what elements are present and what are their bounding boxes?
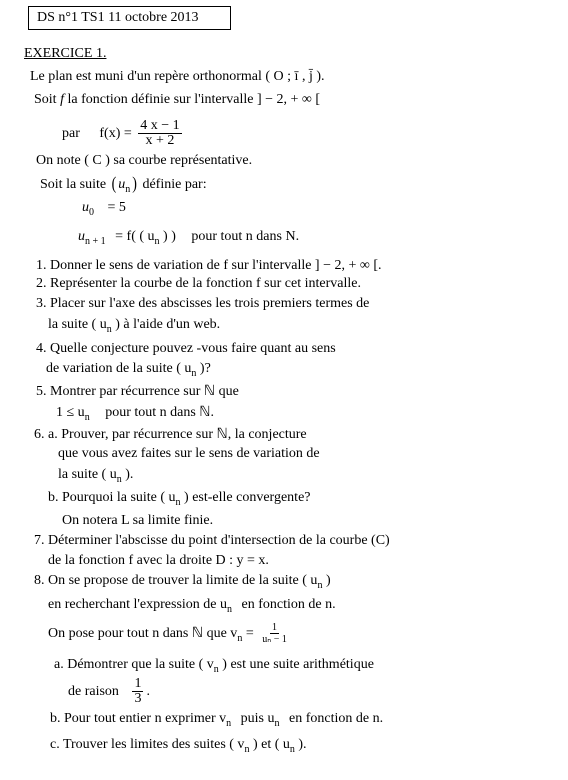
text: n	[116, 474, 122, 485]
text: ).	[125, 467, 134, 482]
raison-fraction	[132, 677, 143, 706]
question-8a-cont	[68, 677, 150, 707]
text: en recherchant l'expression de u	[48, 597, 227, 612]
text: 8. On se propose de trouver la limite de la suite ( u	[34, 573, 318, 588]
text: ) )	[163, 229, 176, 244]
curve-note: On note ( C ) sa courbe représentative.	[36, 153, 253, 168]
text: n	[154, 236, 160, 247]
text: définie par:	[142, 177, 207, 192]
text: n	[106, 324, 112, 335]
text: .	[146, 684, 150, 699]
recurrence-definition	[78, 229, 299, 245]
text: b. Pourquoi la suite ( u	[48, 490, 176, 505]
text: ) à l'aide d'un web.	[115, 317, 221, 332]
text: pour tout n dans ℕ.	[105, 405, 215, 420]
text: a. Démontrer que la suite ( v	[54, 657, 214, 672]
question-8	[34, 573, 331, 589]
text: u	[78, 229, 85, 244]
question-4-cont	[46, 361, 211, 377]
sequence-intro: Soit la suite ( $u_n$ ) définie par:	[40, 175, 207, 195]
question-6a-cont-1: que vous avez faites sur le sens de variation de	[58, 446, 320, 461]
question-8b	[50, 711, 383, 727]
exercise-title: EXERCICE 1.	[24, 46, 107, 61]
fraction-numerator: 1	[272, 622, 278, 634]
vn-fraction	[260, 622, 289, 645]
text: en fonction de n.	[241, 597, 336, 612]
par-label: par	[62, 126, 80, 141]
question-3-cont	[48, 317, 220, 333]
text: b. Pour tout entier n exprimer v	[50, 711, 227, 726]
text: de variation de la suite ( u	[46, 361, 192, 376]
text: n	[237, 633, 243, 644]
text: n	[317, 580, 323, 591]
fraction-denominator: uₙ − 1	[262, 634, 287, 646]
question-1: 1. Donner le sens de variation de f sur l'intervalle ] − 2, + ∞ [.	[36, 258, 382, 273]
function-fraction	[138, 119, 181, 148]
text: Soit la suite	[40, 177, 107, 192]
question-6a: 6. a. Prouver, par récurrence sur ℕ, la conjecture	[34, 427, 307, 442]
text: )	[325, 573, 331, 588]
text: n	[84, 412, 90, 423]
text: ).	[298, 737, 307, 752]
u0-definition	[82, 200, 126, 216]
text: n	[226, 718, 232, 729]
text: )?	[199, 361, 211, 376]
intro-text: la fonction définie sur l'intervalle ] − 2, + ∞ [	[67, 92, 321, 107]
question-7: 7. Déterminer l'abscisse du point d'intersection de la courbe (C)	[34, 533, 390, 548]
text: en fonction de n.	[288, 711, 384, 726]
text: 0	[89, 207, 94, 218]
fx-label: f(x) =	[99, 126, 132, 141]
text: n	[289, 744, 295, 755]
text: pour tout n dans N.	[191, 229, 300, 244]
question-3: 3. Placer sur l'axe des abscisses les trois premiers termes de	[36, 296, 370, 311]
text: ) est une suite arithmétique	[222, 657, 374, 672]
intro-text: Soit	[34, 92, 57, 107]
header-box: DS n°1 TS1 11 octobre 2013	[28, 6, 231, 30]
intro-line-1: Le plan est muni d'un repère orthonormal ( O ; ī , j̄ ).	[30, 69, 325, 84]
text: n	[244, 744, 250, 755]
text: la suite ( u	[58, 467, 117, 482]
function-symbol: f	[60, 92, 64, 107]
text: ) et ( u	[252, 737, 290, 752]
text: n + 1	[85, 236, 106, 247]
question-7-cont: de la fonction f avec la droite D : y = x.	[48, 553, 269, 568]
fraction-denominator: 3	[134, 691, 142, 707]
fraction-numerator: 4 x − 1	[140, 118, 180, 134]
text: c. Trouver les limites des suites ( v	[50, 737, 245, 752]
text: n	[227, 604, 232, 615]
text: On pose pour tout n dans ℕ que v	[48, 626, 238, 641]
text: n	[175, 497, 181, 508]
question-5-cont	[56, 405, 214, 421]
text: = 5	[107, 200, 126, 215]
text: la suite ( u	[48, 317, 107, 332]
question-8-cont	[48, 597, 336, 613]
question-5: 5. Montrer par récurrence sur ℕ que	[36, 384, 239, 399]
question-2: 2. Représenter la courbe de la fonction f sur cet intervalle.	[36, 276, 361, 291]
fraction-denominator: x + 2	[145, 133, 175, 149]
intro-line-2	[34, 92, 320, 108]
text: 1 ≤ u	[56, 405, 85, 420]
text: =	[245, 626, 254, 641]
text: ) est-elle convergente?	[184, 490, 311, 505]
text: de raison	[68, 684, 119, 699]
question-8-definition	[48, 619, 292, 649]
question-4: 4. Quelle conjecture pouvez -vous faire quant au sens	[36, 341, 336, 356]
text: n	[274, 718, 280, 729]
text: puis u	[240, 711, 275, 726]
function-definition	[62, 119, 185, 149]
question-8a	[54, 657, 374, 673]
question-6a-cont-2	[58, 467, 133, 483]
question-8c	[50, 737, 307, 753]
text: n	[213, 664, 219, 675]
text: = f( ( u	[115, 229, 155, 244]
fraction-numerator: 1	[134, 676, 142, 692]
question-6b-note: On notera L sa limite finie.	[62, 513, 214, 528]
question-6b	[48, 490, 311, 506]
text: n	[191, 368, 197, 379]
text: u	[82, 200, 89, 215]
